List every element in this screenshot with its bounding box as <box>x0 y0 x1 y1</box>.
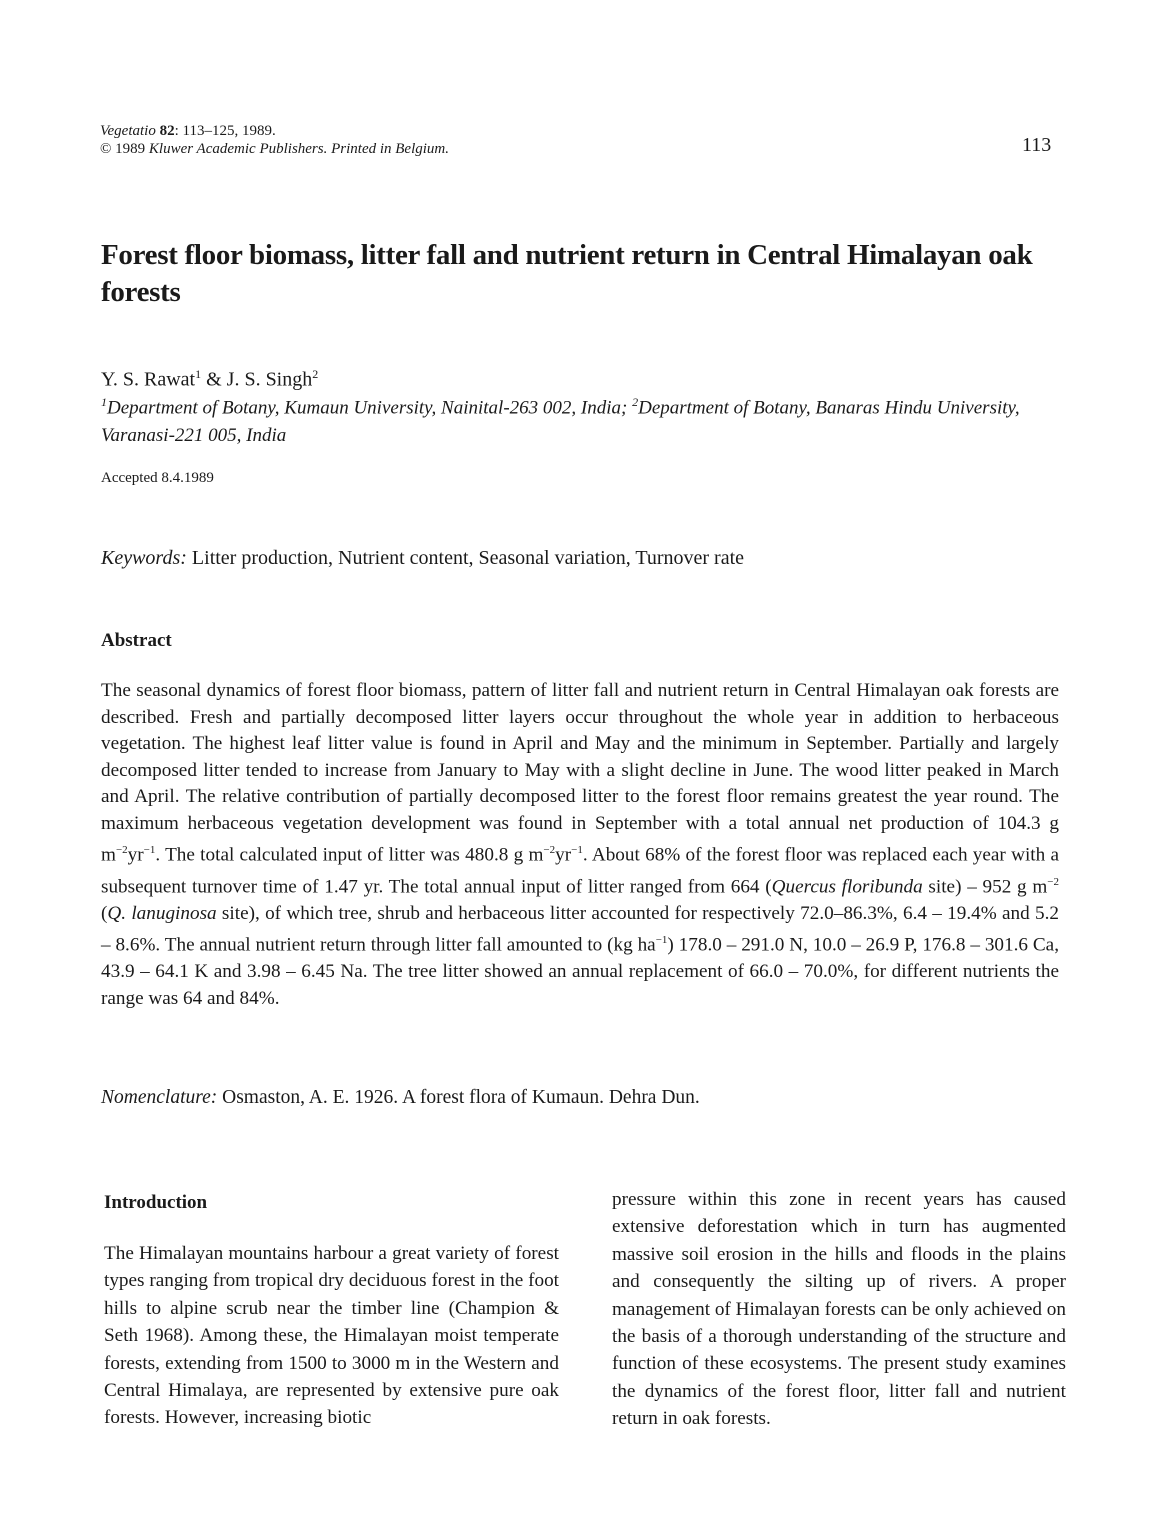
superscript: −2 <box>115 844 128 856</box>
abstract-text: ( <box>101 902 108 924</box>
species-name: Q. lanuginosa <box>107 902 217 924</box>
superscript: −1 <box>655 934 668 947</box>
journal-citation <box>100 122 700 140</box>
author-2-superscript: 2 <box>312 367 319 381</box>
affiliation-1: Department of Botany, Kumaun University, Nainital-263 002, India; <box>107 397 633 419</box>
author-2: J. S. Singh <box>226 368 313 391</box>
journal-header <box>100 122 700 158</box>
abstract-text: . About 68% of the forest floor was replaced each year with a subsequent turnover time of 1.47 yr. The total annual input of litter ranged from 664 ( <box>101 844 1059 898</box>
superscript: −1 <box>143 844 156 856</box>
affil-1-superscript: 1 <box>101 395 107 409</box>
abstract-text: . The total calculated input of litter was 480.8 g m <box>155 844 544 866</box>
superscript: −2 <box>1047 875 1059 888</box>
copyright-line <box>100 140 700 158</box>
abstract-text: site) – 952 g m <box>922 876 1048 898</box>
nomenclature-text: Osmaston, A. E. 1926. A forest flora of Kumaun. Dehra Dun. <box>217 1087 700 1108</box>
nomenclature <box>101 1085 700 1111</box>
keywords-label: Keywords: <box>101 547 187 569</box>
author-1: Y. S. Rawat <box>101 368 196 391</box>
abstract-text: The seasonal dynamics of forest floor biomass, pattern of litter fall and nutrient return in Central Himalayan oak forests are described. Fresh and partially decomposed litter layers occur throughout the whole year in addition to herbaceous vegetation. The highest leaf litter value is found in April and May and the minimum in September. Partially and largely decomposed litter tended to increase from January to May with a slight decline in June. The wood litter peaked in March and April. The relative contribution of partially decomposed litter to the forest floor remains greatest the year round. The maximum herbaceous vegetation development was found in September with a total annual net production of 104.3 g m <box>101 680 1059 866</box>
author-separator: & <box>201 368 227 391</box>
abstract-body <box>101 678 1059 1012</box>
author-1-superscript: 1 <box>195 367 202 381</box>
abstract-heading: Abstract <box>101 630 172 651</box>
abstract-text: yr <box>555 844 572 866</box>
copyright-year: 1989 <box>111 141 149 157</box>
superscript: −1 <box>571 844 583 856</box>
accepted-date: Accepted 8.4.1989 <box>101 470 214 486</box>
journal-pages: : 113–125, 1989. <box>174 123 276 139</box>
affiliations <box>101 388 1061 450</box>
affil-2-superscript: 2 <box>632 395 639 409</box>
superscript: −2 <box>543 844 556 856</box>
introduction-column-2: pressure within this zone in recent years has caused extensive deforestation which in turn has augmented massive soil erosion in the hills and floods in the plains and consequently the silting up of rivers. A proper management of Himalayan forests can be only achieved on the basis of a thorough understanding of the structure and function of these ecosystems. The present study examines the dynamics of the forest floor, litter fall and nutrient return in oak forests. <box>612 1189 1066 1430</box>
publisher: Kluwer Academic Publishers. Printed in Belgium. <box>148 141 450 157</box>
abstract-text: yr <box>127 844 144 866</box>
page-number: 113 <box>1022 134 1052 156</box>
article-title: Forest floor biomass, litter fall and nutrient return in Central Himalayan oak forests <box>101 239 1033 308</box>
nomenclature-label: Nomenclature: <box>101 1087 218 1108</box>
introduction-column-1: The Himalayan mountains harbour a great variety of forest types ranging from tropical dry deciduous forest in the foot hills to alpine scrub near the timber line (Champion & Seth 1968). Among these, the Himalayan moist temperate forests, extending from 1500 to 3000 m in the Western and Central Himalaya, are represented by extensive pure oak forests. However, increasing biotic <box>104 1243 559 1429</box>
abstract-text: ) 178.0 – 291.0 N, 10.0 – 26.9 P, 176.8 – 301.6 Ca, 43.9 – 64.1 K and 3.98 – 6.45 Na. The tree litter showed an annual replacement of 66.0 – 70.0%, for different nutrients the range was 64 and 84%. <box>101 934 1059 1009</box>
keywords-text: Litter production, Nutrient content, Seasonal variation, Turnover rate <box>186 547 745 569</box>
introduction-heading: Introduction <box>104 1192 208 1213</box>
copyright-symbol: © <box>100 141 112 157</box>
keywords <box>101 545 744 571</box>
journal-volume: 82 <box>159 123 175 139</box>
journal-name: Vegetatio <box>100 123 156 139</box>
abstract-text: site), of which tree, shrub and herbaceous litter accounted for respectively 72.0–86.3%, 6.4 – 19.4% and 5.2 – 8.6%. The annual nutrient return through litter fall amounted to (kg ha <box>101 902 1059 956</box>
species-name: Quercus floribunda <box>771 876 923 898</box>
affiliation-2: Department of Botany, Banaras Hindu University, Varanasi-221 005, India <box>101 397 1020 447</box>
